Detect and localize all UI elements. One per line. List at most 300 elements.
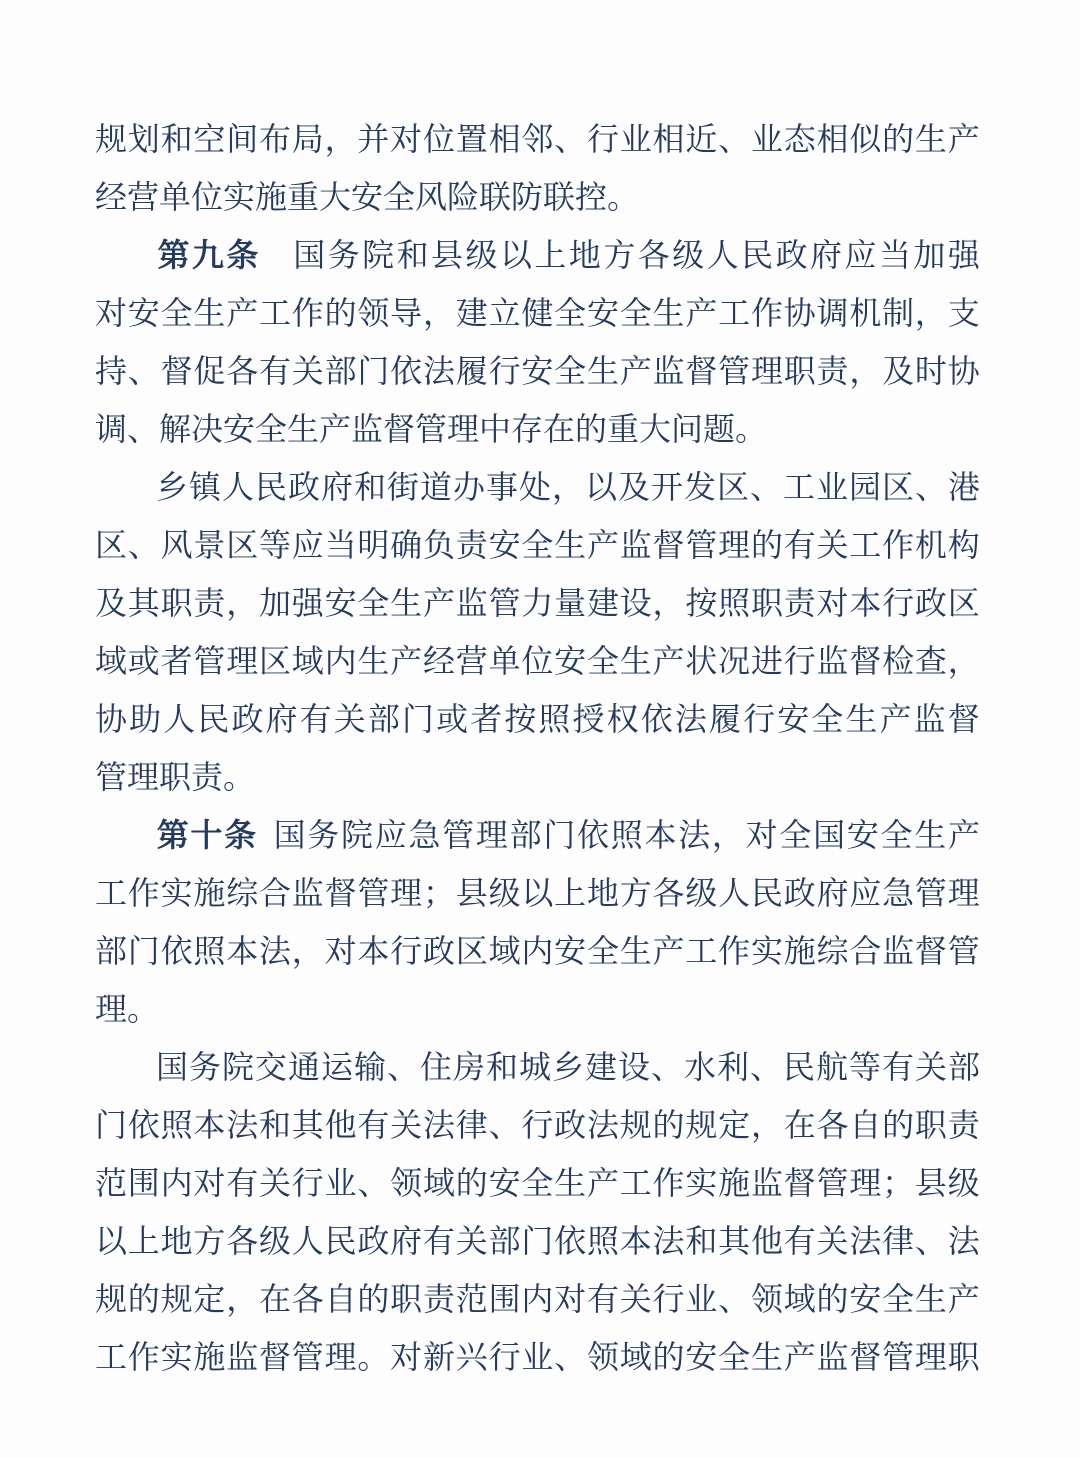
body-char: 政 — [357, 1223, 390, 1259]
body-char: 行 — [390, 933, 423, 969]
body-char: 全 — [521, 1165, 554, 1201]
body-char: 县 — [455, 875, 488, 911]
body-char: 其 — [127, 585, 160, 621]
body-char: 管 — [718, 353, 751, 389]
body-char: 授 — [572, 701, 605, 737]
body-char: 管 — [882, 1339, 915, 1375]
body-char: 区 — [881, 469, 914, 505]
body-char: 部 — [95, 933, 128, 969]
body-char: 负 — [422, 527, 455, 563]
body-char: 地 — [568, 237, 601, 273]
body-char: ， — [324, 121, 357, 157]
body-char: 人 — [291, 1223, 324, 1259]
body-char: 置 — [455, 121, 488, 157]
body-char: 合 — [849, 933, 882, 969]
body-char: 督 — [849, 643, 882, 679]
body-char: 民 — [197, 701, 230, 737]
body-char: 全 — [586, 933, 619, 969]
body-char: 部 — [509, 817, 542, 853]
body-char: 府 — [810, 237, 843, 273]
body-char: 产 — [586, 527, 619, 563]
body-char: 制 — [882, 295, 915, 331]
body-char: 各 — [816, 1107, 849, 1143]
body-char: 国 — [293, 237, 326, 273]
body-char: 部 — [488, 1223, 521, 1259]
body-char: 行 — [586, 121, 619, 157]
body-char: 和 — [160, 121, 193, 157]
body-char: 他 — [750, 1223, 783, 1259]
body-char: 、 — [488, 1107, 521, 1143]
body-char: 实 — [750, 933, 783, 969]
body-char: 部 — [947, 1049, 980, 1085]
body-char: 理 — [390, 875, 423, 911]
body-char: 的 — [816, 1281, 849, 1317]
text-line — [95, 458, 980, 516]
body-char: 以 — [95, 1223, 128, 1259]
paragraph — [95, 226, 980, 458]
body-char: 生 — [652, 295, 685, 331]
text-line — [95, 980, 980, 1038]
body-char: 安 — [521, 353, 554, 389]
body-text: 理。 — [95, 991, 160, 1027]
text-line — [95, 922, 980, 980]
body-char: 镇 — [188, 469, 221, 505]
body-char: 监 — [652, 353, 685, 389]
body-char: 加 — [258, 585, 291, 621]
body-char: 监 — [750, 1165, 783, 1201]
body-char: 法 — [849, 1223, 882, 1259]
paragraph — [95, 458, 980, 806]
body-char: 内 — [521, 933, 554, 969]
body-char: ， — [551, 469, 584, 505]
body-char: 及 — [95, 585, 128, 621]
body-char: 生 — [554, 527, 587, 563]
body-char: 地 — [160, 1223, 193, 1259]
body-char: 政 — [422, 933, 455, 969]
body-char: 应 — [849, 875, 882, 911]
body-char: 依 — [160, 933, 193, 969]
body-char: 定 — [718, 1107, 751, 1143]
body-char: 、 — [554, 121, 587, 157]
body-char: 明 — [357, 527, 390, 563]
body-char: 查 — [914, 643, 947, 679]
body-char: 量 — [554, 585, 587, 621]
body-char: 应 — [844, 237, 877, 273]
body-char: 设 — [619, 585, 652, 621]
body-char: 急 — [408, 817, 441, 853]
first-line-indent — [95, 255, 155, 256]
body-char: 理 — [226, 643, 259, 679]
body-char: 民 — [750, 875, 783, 911]
body-char: 上 — [534, 237, 567, 273]
body-char: 的 — [324, 295, 357, 331]
body-char: 生 — [390, 585, 423, 621]
body-char: 产 — [652, 643, 685, 679]
body-char: 作 — [718, 933, 751, 969]
body-char: 作 — [291, 295, 324, 331]
body-char: 的 — [882, 121, 915, 157]
body-char: 领 — [750, 1281, 783, 1317]
body-char: 或 — [127, 643, 160, 679]
body-char: 职 — [390, 1281, 423, 1317]
body-char: 产 — [685, 295, 718, 331]
body-char: 各 — [637, 237, 670, 273]
body-text: 管理职责。 — [95, 759, 256, 795]
article-number-char: 九 — [191, 237, 224, 273]
body-char: 级 — [947, 1165, 980, 1201]
body-char: ， — [226, 1281, 259, 1317]
body-char: 务 — [188, 1049, 221, 1085]
body-char: 关 — [619, 1281, 652, 1317]
body-char: 立 — [488, 295, 521, 331]
body-char: 产 — [652, 933, 685, 969]
body-char: 等 — [258, 527, 291, 563]
body-char: 领 — [357, 295, 390, 331]
body-char: 建 — [586, 585, 619, 621]
body-char: 履 — [708, 701, 741, 737]
body-char: 理 — [849, 1165, 882, 1201]
article-number-char: 条 — [224, 817, 257, 853]
body-char: 对 — [554, 1281, 587, 1317]
body-char: 、 — [127, 353, 160, 389]
body-char: 督 — [652, 527, 685, 563]
body-char: 督 — [783, 1165, 816, 1201]
body-char: 按 — [685, 585, 718, 621]
body-char: 工 — [95, 1339, 128, 1375]
body-char: 街 — [386, 469, 419, 505]
body-char: 民 — [782, 1049, 815, 1085]
body-char: 本 — [644, 817, 677, 853]
body-char: 领 — [586, 1339, 619, 1375]
body-char: 部 — [324, 353, 357, 389]
text-line — [95, 516, 980, 574]
body-char: 监 — [913, 701, 946, 737]
body-char: 法 — [422, 353, 455, 389]
body-char: 行 — [488, 353, 521, 389]
body-char: 对 — [324, 933, 357, 969]
body-char: ， — [849, 353, 882, 389]
body-char: 通 — [287, 1049, 320, 1085]
body-char: 安 — [849, 1281, 882, 1317]
body-char: 加 — [913, 237, 946, 273]
body-char: 产 — [586, 1165, 619, 1201]
body-char: 单 — [488, 643, 521, 679]
body-char: 方 — [619, 875, 652, 911]
body-char: 等 — [848, 1049, 881, 1085]
body-char: 新 — [422, 1339, 455, 1375]
body-char: ， — [750, 1107, 783, 1143]
body-char: 安 — [846, 817, 879, 853]
body-char: 监 — [882, 933, 915, 969]
body-char: 业 — [685, 1281, 718, 1317]
body-char: 理 — [475, 817, 508, 853]
body-char: 自 — [849, 1107, 882, 1143]
body-char: 业 — [815, 469, 848, 505]
body-char: 状 — [685, 643, 718, 679]
body-char: 安 — [324, 585, 357, 621]
body-char: 态 — [783, 121, 816, 157]
body-char: 照 — [610, 817, 643, 853]
body-char: 相 — [816, 121, 849, 157]
body-char: 级 — [258, 1223, 291, 1259]
body-char: 区 — [455, 933, 488, 969]
body-char: 政 — [783, 875, 816, 911]
body-char: 理 — [718, 527, 751, 563]
body-char: 其 — [718, 1223, 751, 1259]
body-char: 督 — [849, 1339, 882, 1375]
body-char: 有 — [258, 353, 291, 389]
body-char: 生 — [193, 295, 226, 331]
body-char: 作 — [127, 1339, 160, 1375]
body-char: 、 — [718, 121, 751, 157]
body-char: 地 — [586, 875, 619, 911]
body-char: 内 — [160, 1165, 193, 1201]
body-char: 全 — [811, 701, 844, 737]
body-char: 区 — [258, 643, 291, 679]
text-line — [95, 1038, 980, 1096]
text-line — [95, 1270, 980, 1328]
body-char: 理 — [324, 1339, 357, 1375]
body-char: 安 — [554, 933, 587, 969]
body-char: 产 — [390, 643, 423, 679]
body-char: 的 — [652, 1339, 685, 1375]
body-char: 律 — [882, 1223, 915, 1259]
text-line — [95, 806, 980, 864]
body-char: 产 — [783, 1339, 816, 1375]
body-char: 实 — [160, 1339, 193, 1375]
body-char: 房 — [452, 1049, 485, 1085]
body-char: 作 — [127, 875, 160, 911]
body-char: 检 — [882, 643, 915, 679]
body-char: 支 — [947, 295, 980, 331]
body-char: 航 — [815, 1049, 848, 1085]
body-char: 输 — [353, 1049, 386, 1085]
body-char: 安 — [685, 1339, 718, 1375]
body-char: 、 — [386, 1049, 419, 1085]
body-char: 生 — [586, 353, 619, 389]
body-char: 县 — [914, 1165, 947, 1201]
body-char: 施 — [193, 1339, 226, 1375]
body-char: 法 — [947, 1223, 980, 1259]
text-line — [95, 690, 980, 748]
body-char: 全 — [586, 643, 619, 679]
body-char: 务 — [307, 817, 340, 853]
body-char: 、 — [914, 1223, 947, 1259]
body-char: 的 — [127, 1281, 160, 1317]
text-line — [95, 168, 980, 226]
body-char: 间 — [226, 121, 259, 157]
body-char: 助 — [129, 701, 162, 737]
body-char: 全 — [779, 817, 812, 853]
body-char: 强 — [291, 585, 324, 621]
body-char: 定 — [193, 1281, 226, 1317]
body-char: 规 — [95, 1281, 128, 1317]
body-char: 级 — [685, 875, 718, 911]
body-char: 安 — [586, 295, 619, 331]
body-char: 对 — [390, 1339, 423, 1375]
body-char: 局 — [291, 121, 324, 157]
body-char: 关 — [333, 701, 366, 737]
body-char: 近 — [685, 121, 718, 157]
body-char: 域 — [95, 643, 128, 679]
text-line — [95, 400, 980, 458]
body-char: 产 — [879, 701, 912, 737]
body-char: 关 — [816, 527, 849, 563]
body-char: 交 — [254, 1049, 287, 1085]
paragraph — [95, 110, 980, 226]
body-char: 区 — [716, 469, 749, 505]
body-char: 门 — [127, 933, 160, 969]
body-char: 作 — [882, 527, 915, 563]
body-char: 管 — [685, 527, 718, 563]
body-char: 人 — [163, 701, 196, 737]
body-char: 人 — [706, 237, 739, 273]
body-char: 相 — [488, 121, 521, 157]
body-char: 依 — [640, 701, 673, 737]
body-char: 生 — [554, 1165, 587, 1201]
body-char: 理 — [947, 875, 980, 911]
body-char: 各 — [226, 1223, 259, 1259]
body-char: 院 — [362, 237, 395, 273]
body-char: 建 — [584, 1049, 617, 1085]
body-char: 持 — [95, 353, 128, 389]
body-char: 生 — [357, 643, 390, 679]
body-char: 。 — [357, 1339, 390, 1375]
body-char: 城 — [518, 1049, 551, 1085]
body-char: 门 — [357, 353, 390, 389]
body-char: 行 — [521, 1107, 554, 1143]
body-char: 生 — [750, 1339, 783, 1375]
body-char: 或 — [436, 701, 469, 737]
body-char: 管 — [442, 817, 475, 853]
body-char: 时 — [914, 353, 947, 389]
body-char: 督 — [324, 875, 357, 911]
body-char: 有 — [226, 1165, 259, 1201]
body-char: 乡 — [551, 1049, 584, 1085]
body-char: 围 — [127, 1165, 160, 1201]
body-char: 县 — [431, 237, 464, 273]
text-line — [95, 632, 980, 690]
body-char: 法 — [652, 1223, 685, 1259]
body-char: 他 — [324, 1107, 357, 1143]
body-char: 理 — [914, 1339, 947, 1375]
body-char: 国 — [155, 1049, 188, 1085]
body-char: 处 — [518, 469, 551, 505]
body-char: 内 — [521, 1281, 554, 1317]
body-char: 水 — [683, 1049, 716, 1085]
body-char: 责 — [947, 1107, 980, 1143]
body-char: 、 — [650, 1049, 683, 1085]
body-char: 依 — [127, 1107, 160, 1143]
body-char: 在 — [258, 1281, 291, 1317]
body-char: 经 — [422, 643, 455, 679]
body-char: 行 — [652, 1281, 685, 1317]
body-char: ； — [882, 1165, 915, 1201]
body-char: 法 — [586, 1107, 619, 1143]
text-line — [95, 342, 980, 400]
body-char: 府 — [265, 701, 298, 737]
body-char: 强 — [947, 237, 980, 273]
first-line-indent — [95, 1067, 155, 1068]
body-char: 有 — [586, 1281, 619, 1317]
body-char: 上 — [554, 875, 587, 911]
body-char: 全 — [718, 1339, 751, 1375]
body-char: 邻 — [521, 121, 554, 157]
body-char: ， — [947, 643, 980, 679]
body-char: 全 — [554, 295, 587, 331]
body-char: 权 — [606, 701, 639, 737]
body-char: 督 — [914, 933, 947, 969]
body-char: 者 — [470, 701, 503, 737]
body-char: 域 — [422, 1165, 455, 1201]
body-char: 和 — [685, 1223, 718, 1259]
body-char: 院 — [341, 817, 374, 853]
body-char: 、 — [749, 469, 782, 505]
body-char: 行 — [783, 643, 816, 679]
body-char: 业 — [750, 121, 783, 157]
body-char: 对 — [745, 817, 778, 853]
body-char: 办 — [452, 469, 485, 505]
word-gap — [258, 835, 272, 836]
body-char: 方 — [193, 1223, 226, 1259]
body-char: 门 — [95, 1107, 128, 1143]
body-char: 有 — [881, 1049, 914, 1085]
body-char: 急 — [882, 875, 915, 911]
body-char: 乡 — [155, 469, 188, 505]
body-char: 领 — [390, 1165, 423, 1201]
body-char: 管 — [291, 1339, 324, 1375]
body-char: 职 — [914, 1107, 947, 1143]
body-char: 者 — [160, 643, 193, 679]
body-char: 全 — [880, 817, 913, 853]
body-char: 的 — [455, 1165, 488, 1201]
body-char: 对 — [816, 585, 849, 621]
text-line — [95, 864, 980, 922]
body-char: 管 — [488, 585, 521, 621]
body-char: 生 — [845, 701, 878, 737]
body-char: 确 — [390, 527, 423, 563]
body-char: 级 — [465, 237, 498, 273]
body-char: 照 — [586, 1223, 619, 1259]
body-char: 督 — [160, 353, 193, 389]
body-char: 职 — [160, 585, 193, 621]
body-char: 监 — [291, 875, 324, 911]
text-line — [95, 574, 980, 632]
body-char: 有 — [357, 1107, 390, 1143]
body-char: 范 — [95, 1165, 128, 1201]
body-char: 业 — [619, 121, 652, 157]
legal-text-body — [95, 110, 980, 1386]
body-char: 有 — [299, 701, 332, 737]
body-char: 全 — [357, 585, 390, 621]
body-char: 内 — [324, 643, 357, 679]
body-char: ； — [422, 875, 455, 911]
body-char: 有 — [422, 1223, 455, 1259]
body-char: 产 — [226, 295, 259, 331]
first-line-indent — [95, 835, 155, 836]
body-char: 协 — [95, 701, 128, 737]
word-gap — [261, 255, 291, 256]
first-line-indent — [95, 487, 155, 488]
body-char: 督 — [258, 1339, 291, 1375]
body-char: 有 — [783, 1223, 816, 1259]
body-char: 产 — [422, 585, 455, 621]
body-char: ， — [422, 295, 455, 331]
body-char: 区 — [226, 527, 259, 563]
body-char: 景 — [193, 527, 226, 563]
body-char: 各 — [226, 353, 259, 389]
body-char: 位 — [422, 121, 455, 157]
